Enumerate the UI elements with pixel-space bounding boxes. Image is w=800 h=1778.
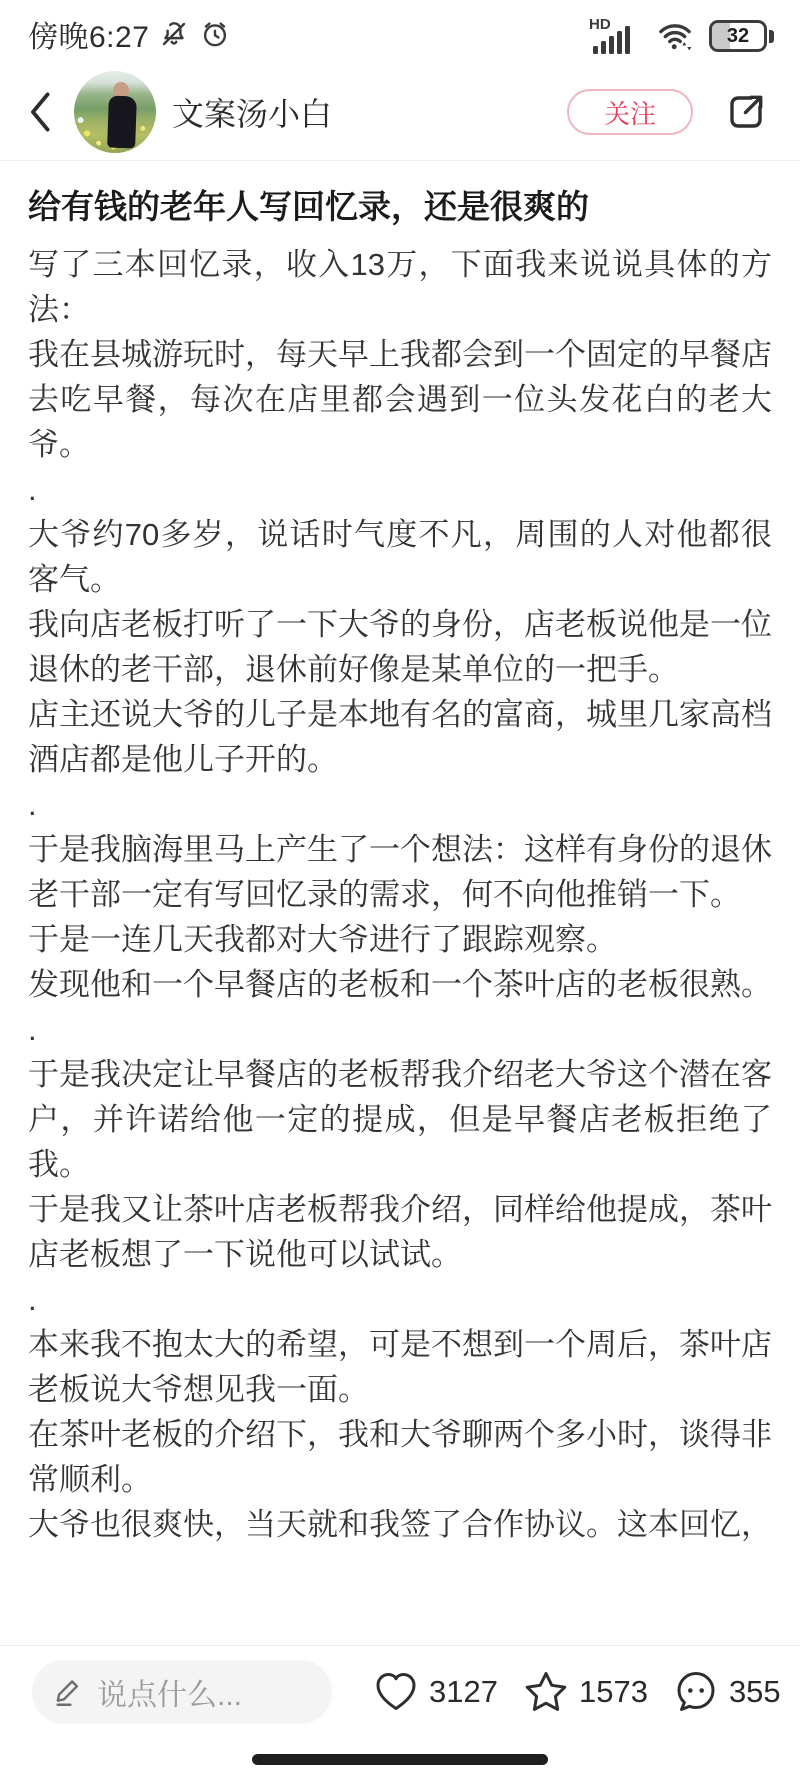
paragraph: 大爷也很爽快，当天就和我签了合作协议。这本回忆， xyxy=(28,1507,772,1542)
follow-button[interactable]: 关注 xyxy=(567,89,693,135)
mute-bell-icon xyxy=(158,18,190,50)
wifi-icon xyxy=(656,19,694,53)
status-left xyxy=(28,12,231,56)
edit-pencil-icon xyxy=(52,1675,86,1709)
action-group xyxy=(372,1660,781,1724)
paragraph-separator: . xyxy=(28,1012,37,1047)
collect-count: 1573 xyxy=(578,1674,648,1709)
paragraph-separator: . xyxy=(28,1282,37,1317)
like-count: 3127 xyxy=(429,1674,498,1709)
post-content xyxy=(0,162,800,1645)
comment-count: 355 xyxy=(728,1674,781,1709)
status-time: 傍晚6:27 xyxy=(28,21,150,54)
comment-input[interactable] xyxy=(32,1660,332,1724)
heart-icon xyxy=(372,1668,420,1716)
alarm-clock-icon xyxy=(199,18,231,50)
battery-icon xyxy=(709,20,774,52)
comment-bubble-icon xyxy=(672,1668,720,1716)
home-indicator[interactable] xyxy=(252,1754,548,1765)
paragraph-separator: . xyxy=(28,787,37,822)
paragraph: 在茶叶老板的介绍下，我和大爷聊两个多小时，谈得非常顺利。 xyxy=(28,1417,772,1497)
paragraph: 我向店老板打听了一下大爷的身份，店老板说他是一位退休的老干部，退休前好像是某单位的一把手。 xyxy=(28,607,772,687)
paragraph-separator: . xyxy=(28,472,37,507)
paragraph: 于是我决定让早餐店的老板帮我介绍老大爷这个潜在客户，并许诺给他一定的提成，但是早餐店老板拒绝了我。 xyxy=(28,1057,772,1182)
paragraph: 店主还说大爷的儿子是本地有名的富商，城里几家高档酒店都是他儿子开的。 xyxy=(28,697,772,777)
paragraph: 于是我脑海里马上产生了一个想法：这样有身份的退休老干部一定有写回忆录的需求，何不向他推销一下。 xyxy=(28,832,772,912)
paragraph: 写了三本回忆录，收入13万，下面我来说说具体的方法： xyxy=(28,247,772,327)
back-icon[interactable] xyxy=(26,90,56,134)
status-right xyxy=(589,16,774,56)
battery-percent: 32 xyxy=(726,24,750,47)
paragraph: 发现他和一个早餐店的老板和一个茶叶店的老板很熟。 xyxy=(28,967,772,1002)
like-action[interactable] xyxy=(372,1668,498,1716)
username[interactable]: 文案汤小白 xyxy=(172,96,333,132)
paragraph: 本来我不抱太大的希望，可是不想到一个周后，茶叶店老板说大爷想见我一面。 xyxy=(28,1327,772,1407)
comment-action[interactable] xyxy=(672,1668,781,1716)
comment-placeholder: 说点什么... xyxy=(97,1679,243,1712)
paragraph: 我在县城游玩时，每天早上我都会到一个固定的早餐店去吃早餐，每次在店里都会遇到一位头发花白的老大爷。 xyxy=(28,337,772,462)
star-icon xyxy=(522,1668,570,1716)
post-title: 给有钱的老年人写回忆录，还是很爽的 xyxy=(28,188,589,225)
status-bar xyxy=(0,0,800,64)
signal-icon xyxy=(589,16,641,56)
signal-bars xyxy=(593,26,630,54)
collect-action[interactable] xyxy=(522,1668,648,1716)
share-icon[interactable] xyxy=(722,88,770,136)
avatar[interactable] xyxy=(74,71,156,153)
paragraph: 于是一连几天我都对大爷进行了跟踪观察。 xyxy=(28,922,617,957)
paragraph: 大爷约70多岁，说话时气度不凡，周围的人对他都很客气。 xyxy=(28,517,772,597)
hd-label: HD xyxy=(589,16,611,33)
post-header xyxy=(0,64,800,161)
paragraph: 于是我又让茶叶店老板帮我介绍，同样给他提成，茶叶店老板想了一下说他可以试试。 xyxy=(28,1192,772,1272)
